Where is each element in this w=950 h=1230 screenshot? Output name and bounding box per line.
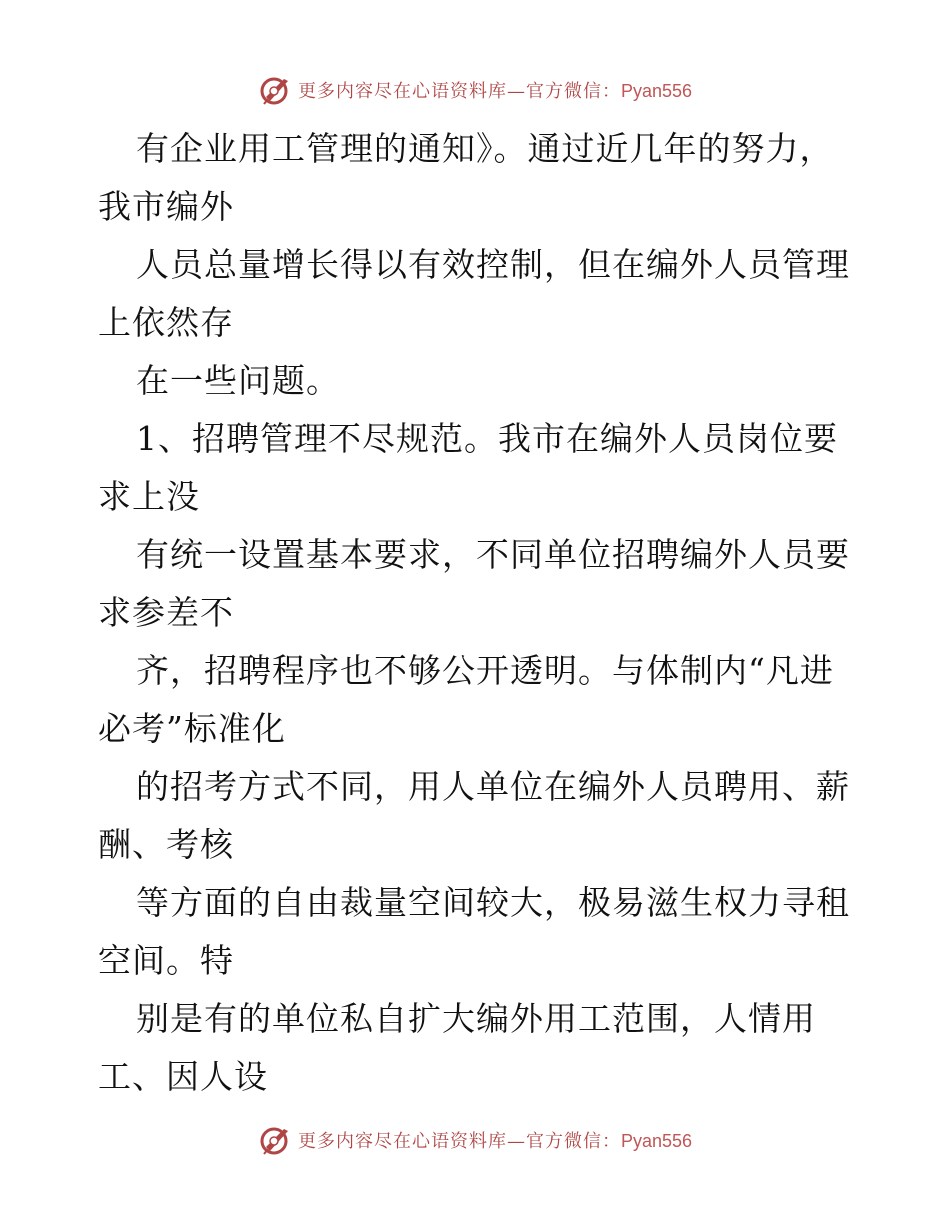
- body-line: 酬、考核: [98, 825, 234, 864]
- body-line: 上依然存: [98, 303, 234, 342]
- body-line: 我市编外: [98, 187, 234, 226]
- footer-wechat-handle: Pyan556: [620, 1131, 693, 1151]
- body-line: 别是有的单位私自扩大编外用工范围，人情用: [136, 999, 816, 1038]
- quill-pen-logo-icon: [258, 1123, 292, 1157]
- body-line: 求参差不: [98, 593, 234, 632]
- body-line: 工、因人设: [98, 1057, 268, 1096]
- body-line: 人员总量增长得以有效控制，但在编外人员管理: [136, 245, 850, 284]
- header-banner: [0, 70, 950, 110]
- body-line: 有统一设置基本要求，不同单位招聘编外人员要: [136, 535, 850, 574]
- header-banner-label: 更多内容尽在心语资料库—官方微信：: [297, 81, 621, 102]
- quill-pen-logo-icon: [258, 73, 292, 107]
- footer-banner-text: [298, 1127, 692, 1153]
- footer-banner: [0, 1120, 950, 1160]
- document-body: [98, 120, 858, 1106]
- body-line: 必考”标准化: [98, 709, 286, 748]
- body-line: 求上没: [98, 477, 200, 516]
- body-line: 齐，招聘程序也不够公开透明。与体制内“凡进: [136, 651, 834, 690]
- header-wechat-handle: Pyan556: [620, 81, 693, 101]
- footer-banner-label: 更多内容尽在心语资料库—官方微信：: [297, 1131, 621, 1152]
- body-line: 的招考方式不同，用人单位在编外人员聘用、薪: [136, 767, 850, 806]
- body-line: 在一些问题。: [136, 361, 340, 400]
- body-line: 空间。特: [98, 941, 234, 980]
- header-banner-text: [298, 77, 692, 103]
- body-line: 1、招聘管理不尽规范。我市在编外人员岗位要: [136, 419, 838, 458]
- body-line: 等方面的自由裁量空间较大，极易滋生权力寻租: [136, 883, 850, 922]
- body-line: 有企业用工管理的通知》。通过近几年的努力，: [136, 129, 834, 168]
